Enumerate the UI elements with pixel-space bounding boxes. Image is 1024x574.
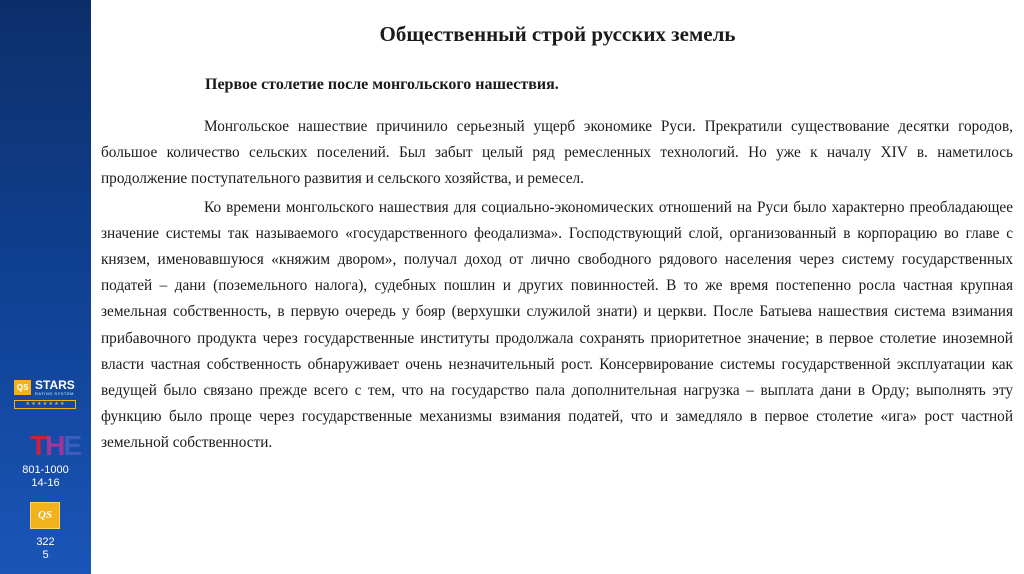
the-rank-2: 14-16: [31, 477, 60, 489]
stars-subtitle: RATING SYSTEM: [35, 391, 74, 396]
the-logo: THE: [30, 430, 81, 461]
qs-rank-2: 5: [42, 549, 49, 561]
qs-stars-badge: QS: [14, 380, 31, 395]
qs-logo: QS: [30, 502, 60, 529]
stars-title: STARS: [35, 378, 75, 392]
paragraph-1: Монгольское нашествие причинило серьезный ущерб экономике Руси. Прекратили существование десятки городов, большое количество сельских поселений. Был забыт целый ряд ремесленных технологий. Но уже к началу XIV в. наметилось продолжение поступательного развития и сельского хозяйства, и ремесел.: [101, 118, 1013, 188]
slide-title: Общественный строй русских земель: [379, 22, 736, 46]
slide-body: [101, 114, 1013, 459]
the-rank-1: 801-1000: [22, 464, 69, 476]
stars-rating-bar: ★ ★ ★ ★ ★ ★ ★: [14, 400, 76, 409]
slide-subtitle: Первое столетие после монгольского нашествия.: [205, 76, 559, 93]
sidebar: [0, 0, 91, 574]
paragraph-2: Ко времени монгольского нашествия для социально-экономических отношений на Руси было характерно преобладающее значение системы так называемого «государственного феодализма». Господствующий слой, организованный в корпорацию во главе с князем, именовавшуюся «княжим двором», получал доход от лично свободного рядового населения через систему государственных податей – дани (поземельного налога), судебных пошлин и других повинностей. В то же время постепенно росла частная крупная земельная собственность, в первую очередь у бояр (верхушки служилой знати) и церкви. После Батыева нашествия система взимания прибавочного продукта через государственные институты продолжала сохранять приоритетное значение; в первое столетие иноземной власти частная собственность обнаруживает очень незначительный рост. Консервирование системы государственной эксплуатации как ведущей было связано прежде всего с тем, что на государство пала дополнительная нагрузка – выплата дани в Орду; выполнять эту функцию было проще через государственные механизмы взимания податей, что и замедляло в первое столетие «ига» рост частной земельной собственности.: [101, 198, 1013, 452]
qs-rank-1: 322: [36, 536, 55, 548]
